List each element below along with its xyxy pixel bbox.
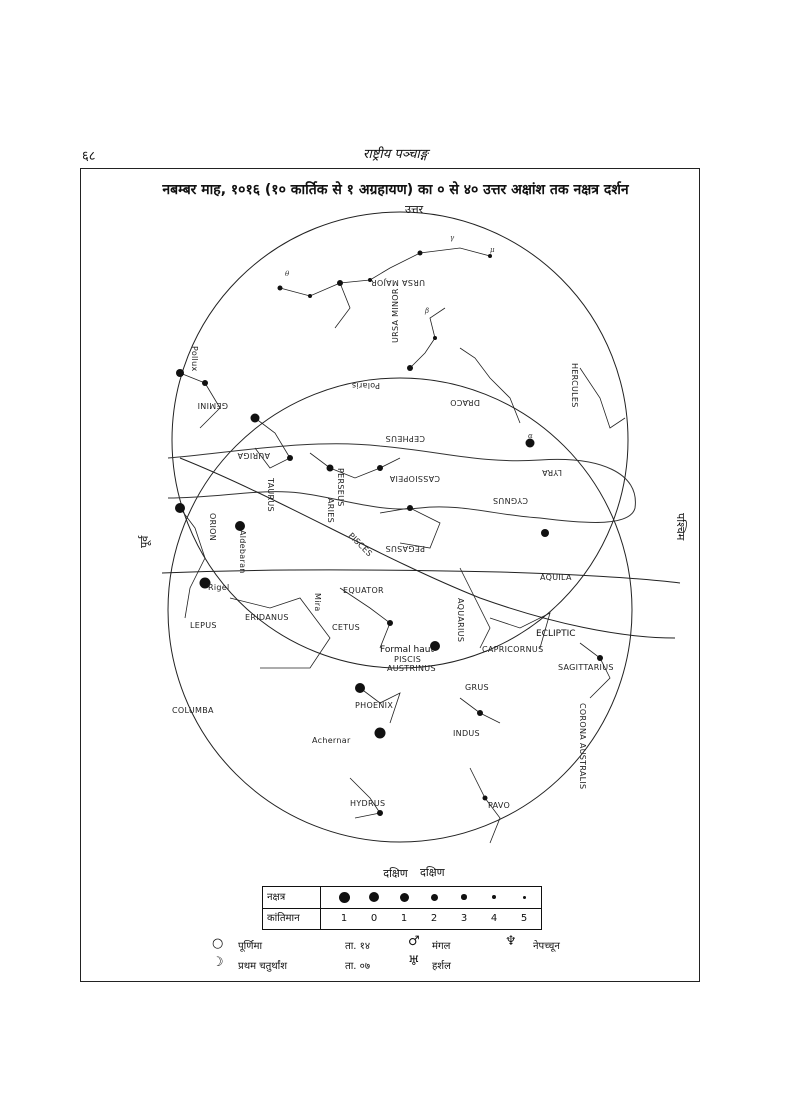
greek-gamma: γ: [450, 234, 455, 242]
star: [483, 796, 488, 801]
label-grus: GRUS: [465, 683, 489, 692]
label-sagittarius: SAGITTARIUS: [558, 663, 614, 672]
star: [327, 465, 334, 472]
label-hydrus: HYDRUS: [350, 799, 386, 808]
greek-beta: β: [425, 307, 430, 315]
label-equator: EQUATOR: [343, 586, 384, 595]
star-chart: [80, 168, 700, 982]
neptune-icon: ♆: [505, 934, 517, 949]
south-label: दक्षिण: [420, 866, 445, 879]
star: [337, 280, 343, 286]
mars-icon: ♂: [408, 934, 420, 949]
star: [541, 529, 549, 537]
legend-row-label: कांतिमान: [263, 908, 321, 929]
magnitude-dot: [369, 892, 379, 902]
label-gemini: GEMINI: [197, 401, 228, 410]
greek-theta: θ: [285, 270, 290, 278]
label-cetus: CETUS: [332, 623, 360, 632]
west-label: पश्चिम: [674, 513, 687, 541]
label-piscis: PISCIS: [394, 655, 422, 664]
label-rigel: Rigel: [208, 583, 230, 592]
label-columba: COLUMBA: [172, 706, 214, 715]
label-ecliptic: ECLIPTIC: [536, 629, 576, 639]
magnitude-value: 4: [490, 913, 498, 924]
label-formalhaut: Formal haut: [380, 645, 434, 655]
label-aquila: AQUILA: [540, 573, 572, 582]
running-head: राष्ट्रीय पञ्चाङ्ग: [363, 147, 428, 162]
magnitude-value: 1: [340, 913, 348, 924]
ursa-major-lines: [280, 248, 490, 296]
star: [597, 655, 603, 661]
label-polaris: Polaris: [351, 381, 380, 390]
label-auriga: AURIGA: [237, 451, 270, 460]
label-austrinus: AUSTRINUS: [387, 664, 436, 673]
legend-magnitude-row: [263, 908, 541, 929]
legend-dot-1: [333, 887, 355, 908]
legend-dot-5: [453, 887, 475, 908]
label-aries: ARIES: [326, 498, 335, 524]
star: [407, 505, 413, 511]
label-pegasus: PEGASUS: [385, 544, 425, 553]
label-cassiopeia: CASSIOPEIA: [389, 474, 440, 483]
orion-lines: [180, 508, 205, 618]
legend-star-row: [263, 887, 541, 909]
star: [377, 465, 383, 471]
first-quarter-icon: ☽: [212, 955, 224, 970]
label-indus: INDUS: [453, 729, 480, 738]
ursa-major-lines-2: [335, 283, 350, 328]
label-mira: Mira: [313, 593, 322, 612]
legend-row-label: नक्षत्र: [263, 887, 321, 908]
magnitude-dot: [400, 893, 409, 902]
star: [278, 286, 283, 291]
label-orion: ORION: [208, 513, 217, 541]
star: [175, 503, 185, 513]
label-aquarius: AQUARIUS: [456, 598, 465, 643]
gemini-lines: [180, 373, 220, 428]
magnitude-value: 2: [430, 913, 438, 924]
star: [355, 683, 365, 693]
star: [287, 455, 293, 461]
star: [477, 710, 483, 716]
first-quarter-date: ता. ०७: [345, 961, 371, 972]
legend-dot-2: [363, 887, 385, 908]
label-ursa-major: URSA MAJOR: [370, 278, 425, 287]
magnitude-dot: [339, 892, 350, 903]
draco-lines: [460, 348, 520, 423]
page-number: ६८: [82, 149, 96, 164]
label-eridanus: ERIDANUS: [245, 613, 289, 622]
uranus-icon: ♅: [408, 954, 420, 969]
label-aldebaran: Aldebaran: [238, 530, 247, 574]
ursa-minor-lines: [410, 308, 445, 368]
hydrus-lines: [350, 778, 380, 818]
full-moon-date: ता. १४: [345, 941, 371, 952]
magnitude-dot: [431, 894, 438, 901]
label-perseus: PERSEUS: [336, 468, 345, 507]
legend-dot-4: [423, 887, 445, 908]
legend-dot-6: [483, 887, 505, 908]
full-moon-icon: ○: [212, 936, 224, 951]
star: [433, 336, 437, 340]
map-title: नबम्बर माह, १०१६ (१० कार्तिक से १ अग्रहायण) का ० से ४० उत्तर अक्षांश तक नक्षत्र दर्शन: [162, 182, 629, 198]
greek-mu: μ: [490, 246, 495, 254]
label-pollux: Pollux: [190, 346, 199, 372]
star: [375, 728, 386, 739]
star: [488, 254, 492, 258]
star: [418, 251, 423, 256]
label-hercules: HERCULES: [570, 363, 579, 408]
greek-alpha: α: [528, 432, 533, 440]
perseus-cassiopeia-lines: [310, 453, 400, 478]
label-cepheus: CEPHEUS: [385, 434, 425, 443]
magnitude-dot: [523, 896, 526, 899]
south-caption: दक्षिण: [383, 867, 408, 880]
star: [407, 365, 413, 371]
star: [308, 294, 312, 298]
hercules-lines: [580, 368, 625, 428]
east-label: पूर्व: [138, 535, 151, 548]
label-corona-australis: CORONA AUSTRALIS: [578, 703, 587, 790]
magnitude-dot: [461, 894, 467, 900]
pegasus-lines: [380, 508, 440, 548]
legend-dot-7: [513, 887, 535, 908]
label-capricornus: CAPRICORNUS: [482, 645, 544, 654]
label-pisces: PISCES: [346, 531, 375, 559]
star: [387, 620, 393, 626]
magnitude-dot: [492, 895, 496, 899]
label-lyra: LYRA: [541, 468, 562, 477]
legend-dot-3: [393, 887, 415, 908]
star: [202, 380, 208, 386]
neptune-label: नेपच्चून: [533, 941, 560, 952]
label-ursa-minor: URSA MINOR: [391, 288, 400, 343]
uranus-label: हर्शल: [432, 961, 451, 972]
cetus-lines: [340, 588, 390, 648]
label-taurus: TAURUS: [266, 478, 275, 512]
first-quarter-label: प्रथम चतुर्थांश: [238, 961, 288, 972]
label-achernar: Achernar: [312, 736, 351, 745]
star: [176, 369, 184, 377]
label-lepus: LEPUS: [190, 621, 217, 630]
label-cygnus: CYGNUS: [492, 496, 528, 505]
north-label: उत्तर: [405, 203, 424, 216]
magnitude-value: 3: [460, 913, 468, 924]
label-phoenix: PHOENIX: [355, 701, 394, 710]
magnitude-legend: [262, 886, 542, 930]
magnitude-value: 0: [370, 913, 378, 924]
magnitude-value: 1: [400, 913, 408, 924]
star: [251, 414, 260, 423]
star: [377, 810, 383, 816]
mars-label: मंगल: [432, 941, 451, 952]
magnitude-value: 5: [520, 913, 528, 924]
full-moon-label: पूर्णिमा: [238, 941, 263, 952]
label-pavo: PAVO: [488, 801, 511, 810]
label-draco: DRACO: [449, 398, 480, 407]
